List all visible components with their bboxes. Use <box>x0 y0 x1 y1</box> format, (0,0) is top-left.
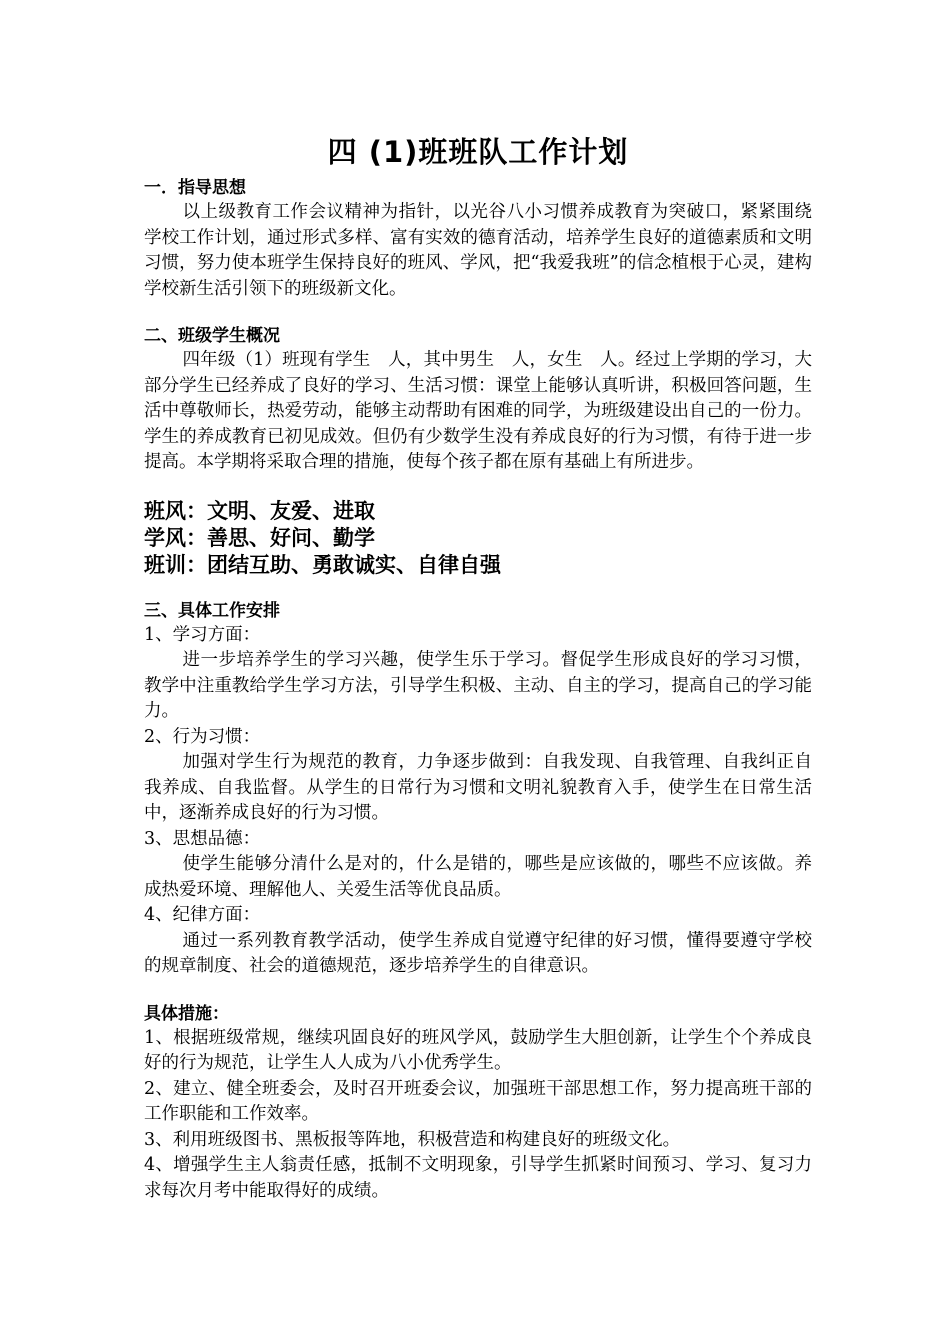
document-title: 四 (1)班班队工作计划 <box>327 135 629 169</box>
spacer <box>144 980 812 1002</box>
section-heading-class-overview: 二、班级学生概况 <box>144 326 280 346</box>
spacer <box>144 579 812 599</box>
work-item-text: 使学生能够分清什么是对的，什么是错的，哪些是应该做的，哪些不应该做。养成热爱环境、理解他人、关爱生活等优良品质。 <box>144 854 812 900</box>
document-page <box>144 132 812 1204</box>
class-motto-line: 班训：团结互助、勇敢诚实、自律自强 <box>144 552 501 577</box>
work-item-label: 3、思想品德： <box>144 828 261 849</box>
spacer <box>144 476 812 498</box>
measure-item: 1、根据班级常规，继续巩固良好的班风学风，鼓励学生大胆创新，让学生个个养成良好的行为规范，让学生人人成为八小优秀学生。 <box>144 1027 812 1073</box>
work-item-text: 进一步培养学生的学习兴趣，使学生乐于学习。督促学生形成良好的学习习惯，教学中注重教给学生学习方法，引导学生积极、主动、自主的学习，提高自己的学习能力。 <box>144 650 812 721</box>
work-item-text: 加强对学生行为规范的教育，力争逐步做到：自我发现、自我管理、自我纠正自我养成、自我监督。从学生的日常行为习惯和文明礼貌教育入手，使学生在日常生活中，逐渐养成良好的行为习惯。 <box>144 752 812 823</box>
work-item-label: 1、学习方面： <box>144 624 261 645</box>
measure-item: 2、建立、健全班委会，及时召开班委会议，加强班干部思想工作，努力提高班干部的工作职能和工作效率。 <box>144 1078 812 1124</box>
measure-item: 3、利用班级图书、黑板报等阵地，积极营造和构建良好的班级文化。 <box>144 1129 681 1150</box>
work-item-label: 2、行为习惯： <box>144 726 261 747</box>
spacer <box>144 302 812 324</box>
class-overview-paragraph: 四年级（1）班现有学生 人，其中男生 人，女生 人。经过上学期的学习，大部分学生已经养成了良好的学习、生活习惯：课堂上能够认真听讲，积极回答问题，生活中尊敬师长，热爱劳动，能够主动帮助有困难的同学，为班级建设出自己的一份力。学生的养成教育已初见成效。但仍有少数学生没有养成良好的行为习惯，有待于进一步提高。本学期将采取合理的措施，使每个孩子都在原有基础上有所进步。 <box>144 350 812 472</box>
work-item-label: 4、纪律方面： <box>144 905 261 925</box>
section-heading-work-arrangement: 三、具体工作安排 <box>144 600 280 621</box>
section-heading-measures: 具体措施： <box>144 1003 229 1024</box>
work-item-text: 通过一系列教育教学活动，使学生养成自觉遵守纪律的好习惯，懂得要遵守学校的规章制度、社会的道德规范，逐步培养学生的自律意识。 <box>144 930 812 976</box>
section-heading-guiding-ideology: 一．指导思想 <box>144 178 246 198</box>
measure-item: 4、增强学生主人翁责任感，抵制不文明现象，引导学生抓紧时间预习、学习、复习力求每次月考中能取得好的成绩。 <box>144 1155 812 1201</box>
class-style-line: 班风：文明、友爱、进取 <box>144 498 375 523</box>
guiding-ideology-paragraph: 以上级教育工作会议精神为指针，以光谷八小习惯养成教育为突破口，紧紧围绕学校工作计划，通过形式多样、富有实效的德育活动，培养学生良好的道德素质和文明习惯，努力使本班学生保持良好的班风、学风，把“我爱我班”的信念植根于心灵，建构学校新生活引领下的班级新文化。 <box>144 202 812 299</box>
study-style-line: 学风：善思、好问、勤学 <box>144 525 375 550</box>
